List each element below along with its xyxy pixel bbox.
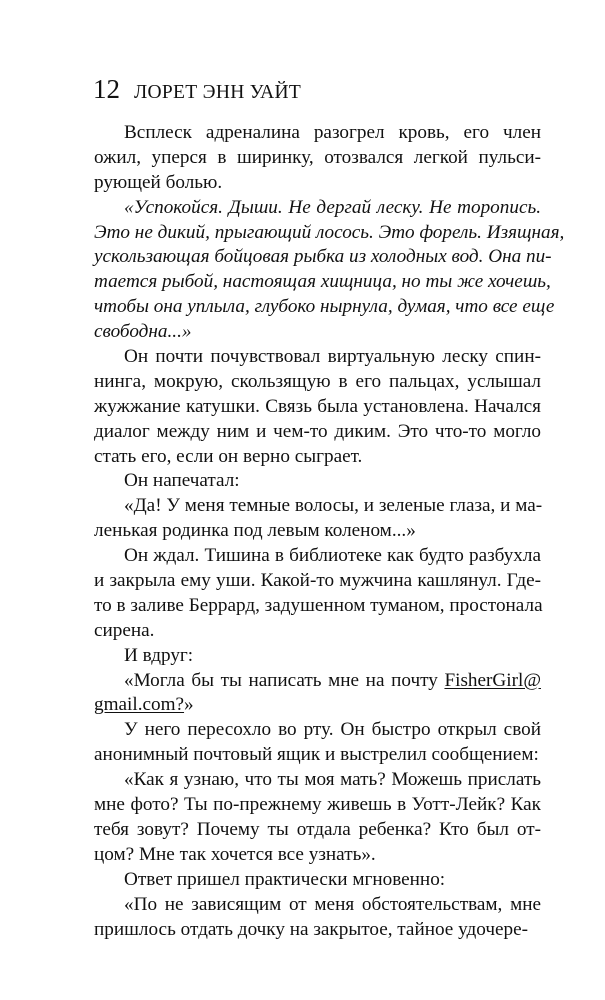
text-line: сирена. [94,619,155,641]
email-link: FisherGirl@ [444,669,541,691]
paragraph [94,768,541,868]
paragraph [94,196,565,345]
text-line: чтобы она уплыла, глубоко нырнула, думая, что все еще [94,296,555,318]
text-line: тебя зовут? Почему ты отдала ребенка? Кто был от- [94,818,541,840]
text-line: Всплеск адреналина разогрел кровь, его член [124,122,541,143]
text-fragment: » [184,694,194,716]
text-line: ожил, уперся в ширинку, отозвался легкой пульси- [94,146,541,168]
text-line: Это не дикий, прыгающий лосось. Это форель. Изящная, [94,221,565,243]
paragraph [94,868,541,893]
text-line: ленькая родинка под левым коленом...» [94,520,416,542]
paragraph [94,644,541,669]
text-line: диалог между ним и чем-то диким. Это что-то могло [94,420,541,442]
text-line: свободна...» [94,321,192,343]
paragraph [94,718,541,768]
page-header [93,74,301,108]
body-text [94,121,565,942]
text-line: Он ждал. Тишина в библиотеке как будто разбухла [124,545,541,567]
running-head-author: ЛОРЕТ ЭНН УАЙТ [134,82,302,103]
page-number: 12 [93,74,120,104]
text-line [94,669,541,694]
text-line: то в заливе Беррард, задушенном туманом, простонала [94,594,543,616]
text-line: нинга, мокрую, скользящую в его пальцах, услышал [94,370,541,392]
text-line: рующей болью. [94,171,223,193]
text-line: мне фото? Ты по-прежнему живешь в Уотт-Лейк? Как [94,794,541,816]
text-line: «Как я узнаю, что ты моя мать? Можешь прислать [124,769,541,791]
text-line: и закрыла ему уши. Какой-то мужчина кашлянул. Где- [94,570,541,592]
text-line: У него пересохло во рту. Он быстро открыл свой [124,719,541,741]
text-line: пришлось отдать дочку на закрытое, тайное удочере- [94,918,529,940]
text-line: «Успокойся. Дыши. Не дергай леску. Не торопись. [124,196,541,218]
text-line: И вдруг: [124,644,194,666]
text-line: анонимный почтовый ящик и выстрелил сообщением: [94,744,539,766]
text-line: тается рыбой, настоящая хищница, но ты же хочешь, [94,271,551,293]
text-line: Ответ пришел практически мгновенно: [124,868,446,890]
email-link: gmail.com? [94,694,185,716]
paragraph [94,544,541,644]
text-line: цом? Мне так хочется все узнать». [94,843,376,865]
text-line: «Да! У меня темные волосы, и зеленые глаза, и ма- [124,495,543,517]
paragraph [94,121,541,196]
text-line: «По не зависящим от меня обстоятельствам, мне [124,893,541,915]
text-line: ускользающая бойцовая рыбка из холодных вод. Она пи- [94,246,552,268]
text-line: Он почти почувствовал виртуальную леску спин- [124,346,541,368]
paragraph [94,893,541,943]
paragraph [94,345,541,469]
text-line: Он напечатал: [124,470,240,492]
text-line: стать его, если он верно сыграет. [94,445,363,467]
paragraph [94,669,541,719]
paragraph [94,469,541,494]
text-fragment: «Могла бы ты написать мне на почту [124,669,445,691]
text-line: жужжание катушки. Связь была установлена. Начался [94,395,541,417]
paragraph [94,494,541,544]
text-line [94,693,541,718]
